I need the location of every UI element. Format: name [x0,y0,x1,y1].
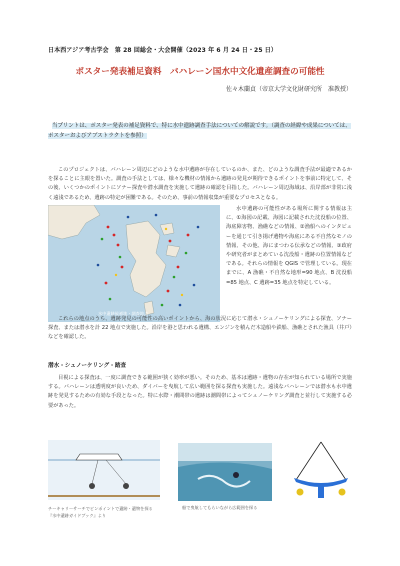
towing-photo-graphic [178,443,272,501]
figure-diver-search [48,440,160,500]
notice-text: 当プリントは、ポスター発表の補足資料で、特に水中遺跡調査手法についての解説です。（調査の経緯や成果については、ポスターおよびアブストラクトを参照） [48,123,351,139]
figure-towing-photo [178,443,272,501]
section-heading: 潜水・シュノーケリング・踏査 [48,363,127,369]
intro-paragraph: このプロジェクトは、バハレーン周辺にどのような水中遺跡が存在しているのか、また、どのような調査手法が最適であるかを探ることに主眼を置いた。調査の手法としては、様々な機材の情報から遺跡の発見が期待できるポイントを事前に特定して、その後、いくつかのポイントにソナー探査や潜水調査を実施して遺跡の確認を目指した。バハレーン周辺海域は、沿岸部が非常に浅く遠浅であるため、遺跡の特定が困難である。そのため、事前の情報収集が重要なプロセスとなる。 [48,167,352,201]
conference-header: 日本西アジア考古学会 第 28 回総会・大会開催（2023 年 6 月 24 日・25 日） [48,47,277,54]
sources-paragraph: 水中遺跡の可能性がある場所に関する情報は主に、①海図の記載、海図に記載された沈没船の位置、海底障害物、漁礁などの情報、②漁船へのインタビューを通じて引き揚げ遺物や海底にある不自然なモノの情報、その他、海にまつわる伝承などの情報、③政府や研究者がまとめている沈没船・遺跡の位置情報などである。それらの情報を QGIS で管理している。現在までに、A 漁礁・不自然な地形=90 地点、B 沈没船=85 地点、C 遺跡=35 地点を特定している。 [226,206,352,286]
figure1-caption: チーキャリーサーチでピンポイントで遺跡・遺物を探る 『水中遺跡ガイドブック』より [48,506,157,518]
figure2-caption: 船で曳航してもらいながら広範囲を探る [182,505,258,510]
results-paragraph: これらの地点のうち、遺跡発見の可能性の高いポイントから、海の状況に応じて潜水・シュノーケリングによる探査、ソナー探査、または潜水を計 22 地点で実施した。沿岸を港と思われる遺構、エンジンを積んだ木造船や鉄船、漁礁とされた漁具（井戸）などを確認した。 [48,316,352,341]
notice-paragraph [48,122,352,141]
figure-tow-board [290,440,352,504]
diving-paragraph: 目視による探査は、一度に調査できる範囲が狭く効率が悪い。そのため、基本は遺跡・遺物の存在が知られている場所で実施する。バハレーンは透明度が良いため、ダイバーを曳航して広い範囲を探る探査も実施した。遠浅なバハレーンでは潜水も水中遺跡を発見するための有効な手段となった。特に水際・潮間帯の遺跡は潮間帯によってシュノーケリング調査と並行して実施する必要があった。 [48,375,352,409]
tow-board-illustration [290,440,352,504]
map-caption: 水中遺跡候補地・調査地点 [98,311,149,316]
diver-search-illustration [48,440,160,500]
site-map [48,205,220,322]
map-graphic [48,205,220,322]
author-line: 佐々木蘭貞（帝京大学文化財研究所 准教授） [225,86,352,93]
page-title: ポスター発表補足資料 バハレーン国水中文化遺産調査の可能性 [75,67,325,77]
